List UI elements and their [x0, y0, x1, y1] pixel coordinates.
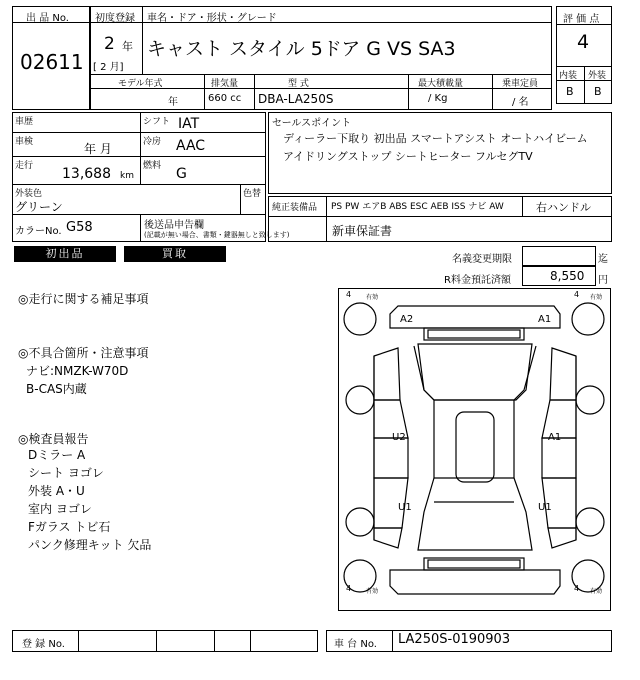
inspector-line: Fガラス トビ石	[28, 520, 111, 534]
year-unit: 年	[122, 40, 133, 53]
interior-grade-label: 内装	[559, 71, 578, 81]
car-name: キャスト スタイル 5ドア G VS SA3	[147, 38, 456, 60]
name-change-deadline-label: 名義変更期限	[452, 254, 512, 265]
equipment-value: PS PW エアB ABS ESC AEB ISS ナビ AW	[331, 202, 504, 212]
inspector-line: 室内 ヨゴレ	[28, 502, 92, 516]
inspector-line: シート ヨゴレ	[28, 466, 104, 480]
aftermarket-note: (記載が無い場合、書類・鍵器無しと致します)	[144, 231, 290, 239]
max-load: / Kg	[428, 93, 448, 104]
model-type-label: 型 式	[288, 79, 309, 89]
tire-depth-unit: 有効	[590, 294, 603, 301]
first-listing-badge: 初出品	[14, 246, 116, 262]
shift-value: IAT	[178, 116, 200, 132]
model-year-label: モデル年式	[118, 79, 163, 89]
mileage-label: 走行	[15, 161, 34, 171]
mileage-unit: km	[120, 171, 134, 181]
tire-depth-unit: 有効	[590, 588, 603, 595]
first-registration-month: [ 2 月]	[93, 62, 124, 73]
name-change-deadline-box	[522, 246, 596, 266]
recolor-label: 色替	[243, 189, 262, 199]
lot-number-label: 出 品 No.	[26, 13, 69, 24]
sales-point-line-1: ディーラー下取り 初出品 スマートアシスト オートハイビーム	[283, 132, 588, 145]
sales-point-label: セールスポイント	[272, 118, 352, 129]
model-year-unit: 年	[168, 97, 178, 108]
damage-mark-left-door: U2	[392, 432, 406, 443]
recycle-fee-label: R料金預託済額	[444, 275, 511, 286]
displacement-label: 排気量	[211, 79, 239, 89]
aftermarket-label: 後送品申告欄	[144, 220, 204, 231]
recycle-fee-value: 8,550	[550, 269, 585, 283]
fuel-value: G	[176, 166, 187, 182]
steering: 右ハンドル	[536, 201, 591, 214]
damage-mark-front-bumper-right: A1	[538, 314, 552, 325]
capacity-label: 乗車定員	[502, 79, 539, 89]
color-number: G58	[66, 220, 93, 235]
car-name-label: 車名・ドア・形状・グレード	[147, 13, 277, 24]
first-registration-label: 初度登録	[95, 13, 135, 24]
defect-line: B-CAS内蔵	[26, 382, 87, 396]
ac-label: 冷房	[143, 137, 162, 147]
displacement: 660 cc	[208, 93, 242, 104]
max-load-label: 最大積載量	[418, 79, 464, 89]
warranty-label: 新車保証書	[332, 224, 393, 238]
color-value: グリーン	[15, 200, 63, 214]
model-type: DBA-LA250S	[258, 92, 334, 106]
interior-grade: B	[566, 85, 574, 98]
first-registration-year: 2	[104, 34, 115, 54]
inspector-line: Dミラー A	[28, 448, 86, 462]
damage-mark-front-bumper-left: A2	[400, 314, 414, 325]
inspector-report-title: ◎検査員報告	[18, 432, 89, 446]
tire-depth-front-left: 4	[346, 290, 352, 299]
damage-mark-right-rear: U1	[538, 502, 552, 513]
purchase-badge: 買取	[124, 246, 226, 262]
name-change-suffix: 迄	[598, 254, 608, 265]
tire-depth-front-right: 4	[574, 290, 580, 299]
damage-mark-left-rear: U1	[398, 502, 412, 513]
chassis-number-label: 車 台 No.	[334, 639, 377, 650]
damage-mark-right-door: A1	[548, 432, 562, 443]
inspector-line: 外装 A・U	[28, 484, 85, 498]
exterior-grade-label: 外装	[588, 71, 607, 81]
shaken-value: 年 月	[84, 142, 112, 156]
registration-number-label: 登 録 No.	[22, 639, 65, 650]
ac-value: AAC	[176, 138, 206, 154]
recycle-fee-unit: 円	[598, 275, 608, 286]
defects-title: ◎不具合箇所・注意事項	[18, 346, 149, 360]
score-label: 評 価 点	[563, 14, 600, 25]
equipment-label: 純正装備品	[272, 203, 318, 213]
tire-depth-unit: 有効	[366, 588, 379, 595]
inspector-line: パンク修理キット 欠品	[28, 538, 152, 552]
sales-point-line-2: アイドリングストップ シートヒーター フルセグTV	[283, 150, 533, 163]
defect-line: ナビ:NMZK-W70D	[26, 364, 129, 378]
driving-notes-title: ◎走行に関する補足事項	[18, 292, 149, 306]
tire-depth-unit: 有効	[366, 294, 379, 301]
shaken-label: 車検	[15, 137, 34, 147]
fuel-label: 燃料	[143, 161, 162, 171]
tire-depth-rear-right: 4	[574, 584, 580, 593]
chassis-number: LA250S-0190903	[398, 632, 511, 647]
capacity: / 名	[512, 97, 529, 108]
shift-label: シフト	[143, 117, 171, 127]
color-number-label: カラーNo.	[15, 226, 62, 237]
tire-depth-rear-left: 4	[346, 584, 352, 593]
mileage-value: 13,688	[62, 166, 111, 182]
exterior-grade: B	[594, 85, 602, 98]
lot-number: 02611	[20, 50, 84, 74]
history-label: 車歴	[15, 117, 34, 127]
car-body-diagram	[338, 288, 612, 612]
score: 4	[577, 31, 590, 53]
color-label: 外装色	[15, 189, 43, 199]
